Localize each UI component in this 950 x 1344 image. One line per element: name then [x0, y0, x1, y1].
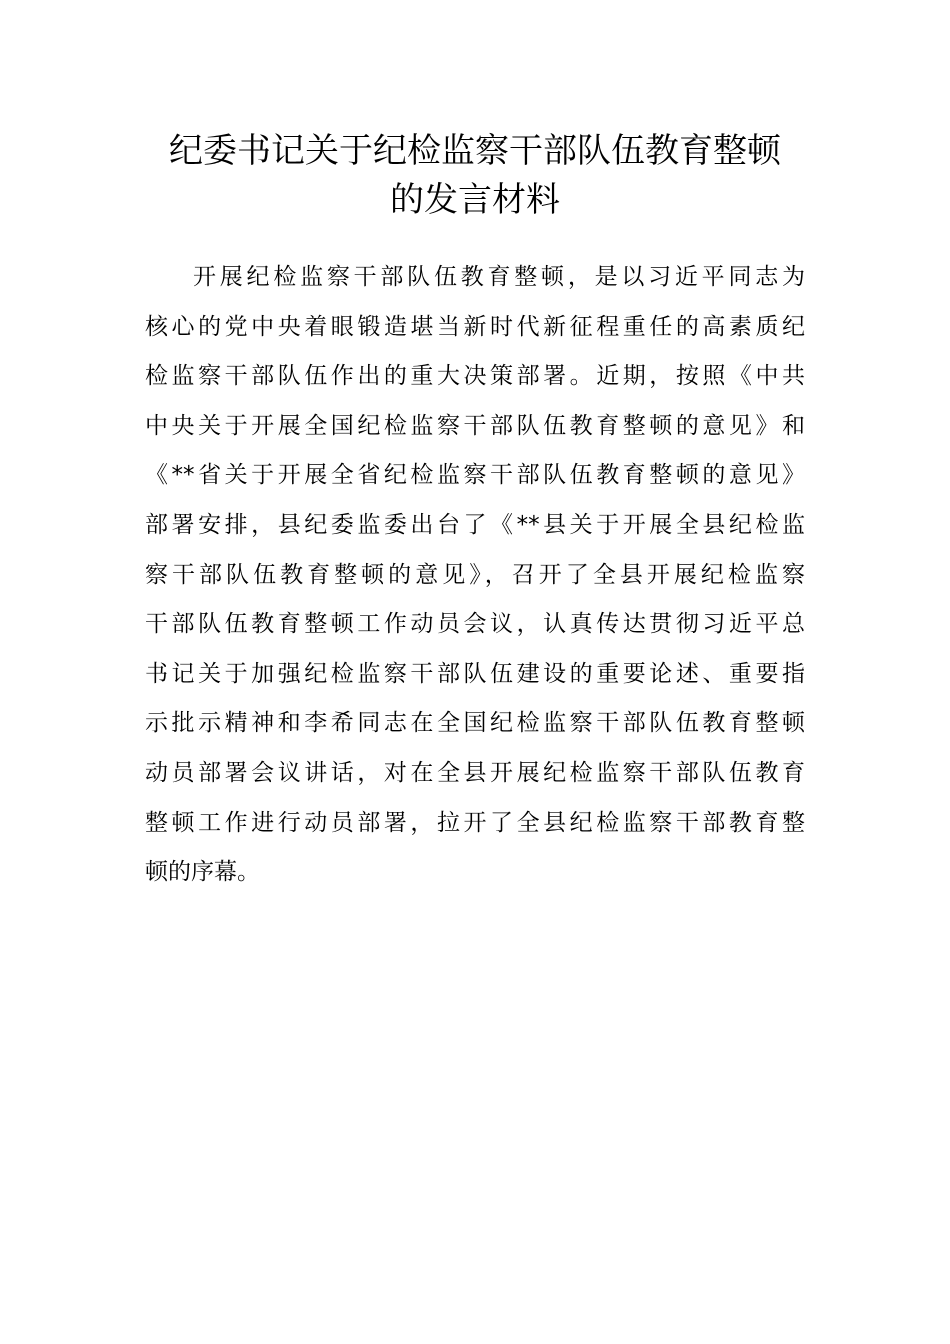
- paragraph-line: 书记关于加强纪检监察干部队伍建设的重要论述、重要指: [145, 660, 805, 687]
- paragraph-line: 整顿工作进行动员部署，拉开了全县纪检监察干部教育整: [145, 809, 805, 836]
- body-paragraph: [145, 253, 805, 898]
- paragraph-line: 顿的序幕。: [145, 859, 260, 886]
- paragraph-line: 《**省关于开展全省纪检监察干部队伍教育整顿的意见》: [145, 462, 805, 489]
- paragraph-line: 部署安排，县纪委监委出台了《**县关于开展全县纪检监: [145, 511, 805, 538]
- paragraph-line: 核心的党中央着眼锻造堪当新时代新征程重任的高素质纪: [145, 313, 805, 340]
- paragraph-line: 检监察干部队伍作出的重大决策部署。近期，按照《中共: [145, 363, 805, 390]
- paragraph-line: 开展纪检监察干部队伍教育整顿，是以习近平同志为: [193, 264, 805, 290]
- paragraph-line: 干部队伍教育整顿工作动员会议，认真传达贯彻习近平总: [145, 611, 805, 638]
- document-title: [140, 127, 810, 225]
- paragraph-line: 动员部署会议讲话，对在全县开展纪检监察干部队伍教育: [145, 759, 805, 786]
- title-line: 纪委书记关于纪检监察干部队伍教育整顿: [169, 131, 781, 171]
- paragraph-line: 中央关于开展全国纪检监察干部队伍教育整顿的意见》和: [145, 412, 805, 439]
- paragraph-line: 示批示精神和李希同志在全国纪检监察干部队伍教育整顿: [145, 710, 805, 737]
- paragraph-line: 察干部队伍教育整顿的意见》，召开了全县开展纪检监察: [145, 561, 805, 588]
- title-line: 的发言材料: [390, 180, 560, 220]
